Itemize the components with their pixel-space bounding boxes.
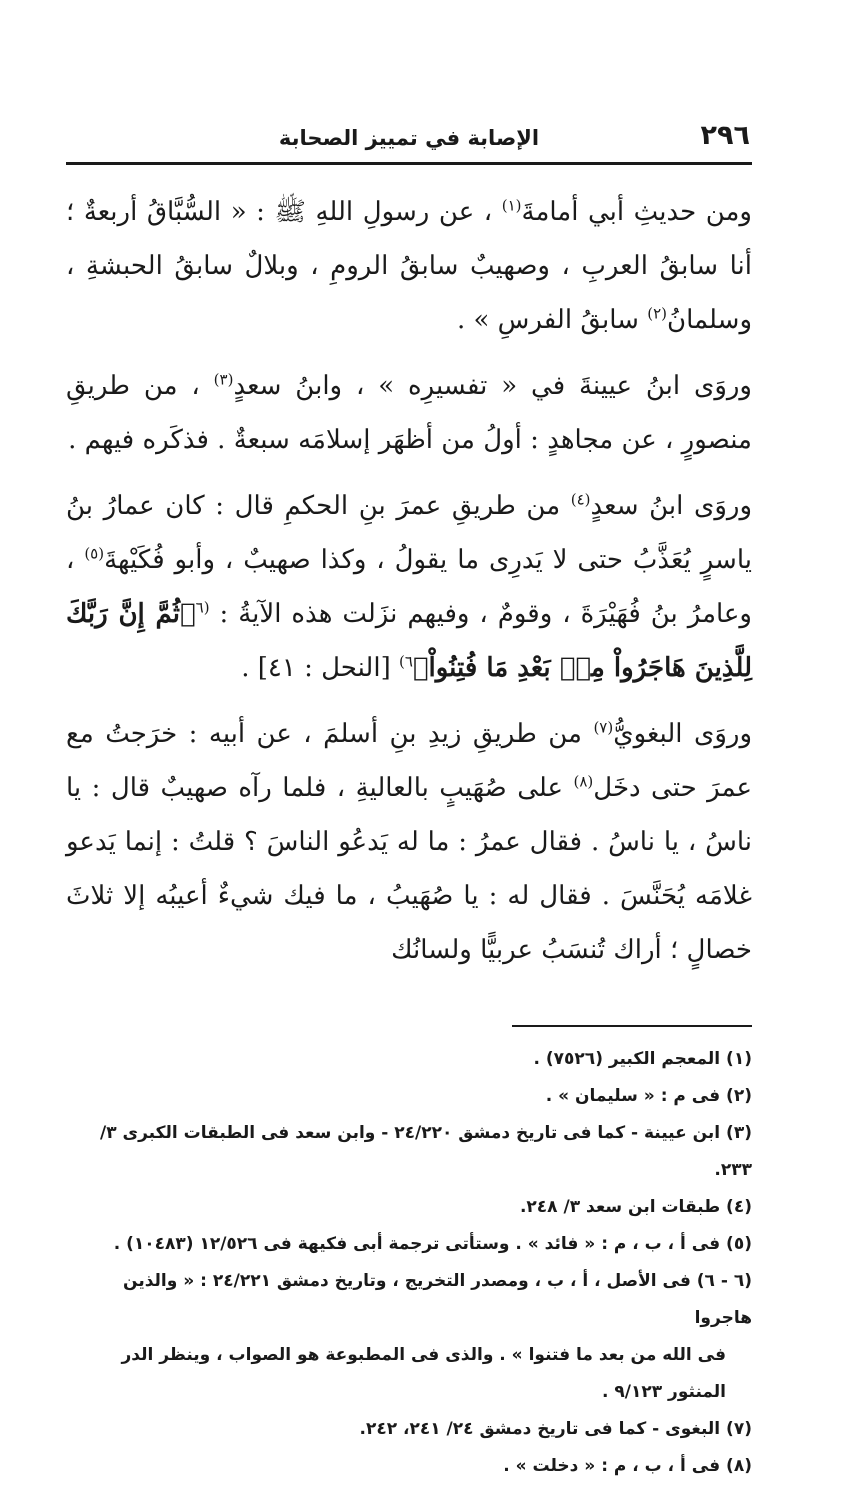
- book-page: [66, 118, 752, 1485]
- footnote-ref: (١): [501, 196, 522, 215]
- footnote-ref: (٦: [195, 598, 210, 617]
- running-title: الإصابة في تمييز الصحابة: [278, 126, 540, 150]
- footnote: (٥) فى أ ، ب ، م : « فائد » . وستأتى ترجمة أبى فكيهة فى ١٢/٥٢٦ (١٠٤٨٣) .: [113, 1234, 752, 1254]
- footnote: (٦ - ٦) فى الأصل ، أ ، ب ، ومصدر التخريج ، وتاريخ دمشق ٢٤/٢٢١ : « والذين هاجروا: [123, 1271, 752, 1328]
- footnote: (٨) فى أ ، ب ، م : « دخلت » .: [503, 1456, 752, 1476]
- footnote: (٢) فى م : « سليمان » .: [545, 1086, 752, 1106]
- main-text: [66, 185, 752, 977]
- footnote-separator: [512, 1025, 752, 1027]
- footnote-ref: (٥): [84, 544, 105, 563]
- paragraph: وروَى ابنُ عيينةَ في « تفسيرِه » ، وابنُ سعدٍ$^{(٣)}$ ، من طريقِ منصورٍ ، عن مجاهدٍ : أولُ من أظهَر إسلامَه سبعةٌ . فذكَره فيهم .: [66, 370, 752, 455]
- footnote: (٤) طبقات ابن سعد ٣/ ٢٤٨.: [519, 1197, 752, 1217]
- footnote-ref: (٣): [213, 370, 234, 389]
- paragraph: وروَى ابنُ سعدٍ$^{(٤)}$ من طريقِ عمرَ بنِ الحكمِ قال : كان عمارُ بنُ ياسرٍ يُعَذَّبُ حتى لا يَدرِى ما يقولُ ، وكذا صهيبٌ ، وأبو فُكَيْهةَ$^{(٥)}$ ، وعامرُ بنُ فُهَيْرَةَ ، وقومٌ ، وفيهم نزَلت هذه الآيةُ : $^{(٦}$﴿ثُمَّ إِنَّ رَبَّكَ لِلَّذِينَ هَاجَرُواْ مِنۢ بَعْدِ مَا فُتِنُواْ﴾$^{٦)}$ [النحل : ٤١] .: [66, 490, 753, 683]
- footnote-ref: ٦): [398, 652, 413, 671]
- page-header: [66, 118, 752, 165]
- paragraph: وروَى البغويُّ$^{(٧)}$ من طريقِ زيدِ بنِ أسلمَ ، عن أبيه : خرَجتُ مع عمرَ حتى دخَل$^{(٨)}$ على صُهَيبٍ بالعاليةِ ، فلما رآه صهيبٌ قال : يا ناسُ ، يا ناسُ . فقال عمرُ : ما له يَدعُو الناسَ ؟ قلتُ : إنما يَدعو غلامَه يُحَنَّسَ . فقال له : يا صُهَيبُ ، ما فيك شيءٌ أعيبُه إلا ثلاثَ خصالٍ ؛ أراك تُنسَبُ عربيًّا ولسانُك: [66, 718, 752, 965]
- footnote: (٧) البغوى - كما فى تاريخ دمشق ٢٤/ ٢٤١، ٢٤٢.: [359, 1419, 752, 1439]
- footnote-continuation: فى الله من بعد ما فتنوا » . والذى فى المطبوعة هو الصواب ، وينظر الدر المنثور ٩/١٢٣ .: [121, 1345, 726, 1402]
- paragraph: ومن حديثِ أبي أمامةَ$^{(١)}$ ، عن رسولِ اللهِ ﷺ : « السُّبَّاقُ أربعةٌ ؛ أنا سابقُ العربِ ، وصهيبٌ سابقُ الرومِ ، وبلالٌ سابقُ الحبشةِ ، وسلمانُ$^{(٢)}$ سابقُ الفرسِ » .: [66, 196, 752, 335]
- footnotes: [66, 1041, 752, 1485]
- footnote-ref: (٢): [647, 304, 667, 323]
- page-number: ٢٩٦: [700, 120, 750, 151]
- footnote: (١) المعجم الكبير (٧٥٢٦) .: [533, 1049, 752, 1069]
- footnote-ref: (٧): [593, 718, 614, 737]
- footnote: (٣) ابن عيينة - كما فى تاريخ دمشق ٢٤/٢٢٠ - وابن سعد فى الطبقات الكبرى ٣/ ٢٣٣.: [100, 1123, 752, 1180]
- footnote-ref: (٨): [573, 772, 594, 791]
- quran-verse: ﴿ثُمَّ إِنَّ رَبَّكَ لِلَّذِينَ هَاجَرُواْ مِنۢ بَعْدِ مَا فُتِنُواْ﴾: [66, 599, 752, 683]
- footnote-ref: (٤): [570, 490, 591, 509]
